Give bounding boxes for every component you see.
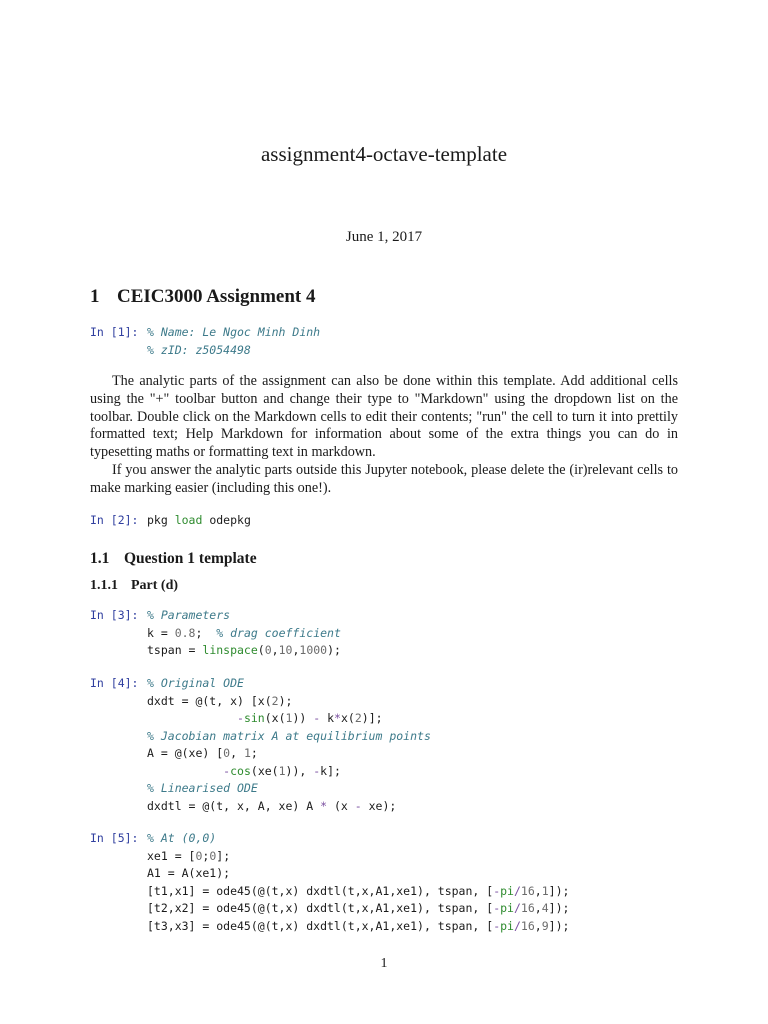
subsection-heading <box>90 550 257 568</box>
code-token-comment: % drag coefficient <box>216 625 341 640</box>
code-line <box>147 693 431 711</box>
cell-prompt: In [2]: <box>90 513 139 527</box>
code-token-op: - <box>493 918 501 933</box>
cell-code[interactable] <box>147 830 569 935</box>
code-token-num: 1000 <box>299 643 328 657</box>
code-token-num: 0 <box>209 848 217 863</box>
code-token-fn: pi <box>500 883 514 898</box>
code-token-num: 2 <box>354 711 362 725</box>
markdown-text <box>90 373 678 498</box>
code-token: dxdtl = @(t, x, A, xe) A <box>147 798 321 813</box>
code-token: , <box>534 883 542 898</box>
code-token-num: 9 <box>541 918 549 933</box>
code-token-op: - <box>313 763 321 778</box>
code-token-comment: % At (0,0) <box>147 831 217 845</box>
section-title: CEIC3000 Assignment 4 <box>117 286 316 307</box>
cell-code[interactable] <box>147 675 431 815</box>
code-token: ; <box>195 625 217 640</box>
code-line <box>147 883 569 901</box>
paragraph: If you answer the analytic parts outside this Jupyter notebook, please delete the (ir)relevant cells to make marking easier (including this one!). <box>90 461 678 496</box>
code-token: ; <box>202 848 210 863</box>
code-token-comment: % Name: Le Ngoc Minh Dinh <box>147 325 321 339</box>
code-line <box>147 342 320 360</box>
code-token: ; <box>250 746 258 760</box>
code-token-op: - <box>354 798 362 813</box>
cell-code[interactable] <box>147 512 251 530</box>
code-line <box>147 625 341 643</box>
code-token <box>147 711 237 725</box>
code-token: ]); <box>548 918 570 933</box>
code-token-op: / <box>513 901 521 915</box>
code-token-num: 1 <box>541 883 549 898</box>
code-token: )) <box>292 711 314 725</box>
subsubsection-title: Part (d) <box>131 578 179 593</box>
code-token: [t1,x1] = ode45(@(t,x) dxdtl(t,x,A1,xe1), tspan, [ <box>147 883 494 898</box>
code-token: , <box>534 901 542 915</box>
code-token: ); <box>278 693 293 708</box>
code-token: pkg <box>147 513 175 527</box>
code-token-op: / <box>513 883 521 898</box>
code-token: , <box>230 746 244 760</box>
code-token-num: 10 <box>278 643 293 657</box>
code-line <box>147 675 431 693</box>
cell-prompt: In [4]: <box>90 676 139 690</box>
code-token-op: - <box>313 711 321 725</box>
code-token-num: 16 <box>520 901 535 915</box>
code-token-fn: cos <box>230 763 251 778</box>
code-token: , <box>271 643 279 657</box>
code-token: odepkg <box>202 513 251 527</box>
code-token-kw: load <box>174 513 203 527</box>
code-line <box>147 512 251 530</box>
code-line <box>147 848 569 866</box>
code-token-num: 16 <box>520 918 535 933</box>
code-line <box>147 745 431 763</box>
code-token: [t3,x3] = ode45(@(t,x) dxdtl(t,x,A1,xe1), tspan, [ <box>147 918 494 933</box>
code-token-comment: % Original ODE <box>147 676 244 690</box>
code-token-num: 0 <box>264 643 272 657</box>
paragraph: The analytic parts of the assignment can also be done within this template. Add additional cells using the "+" toolbar button and change their type to "Markdown" using the dropdown list on the toolbar. Double click on the Markdown cells to edit their contents; "run" the cell to turn it into prettily formatted text; Help Markdown for information about some of the extra things you can do in typesetting maths or formatting text in markdown. <box>90 373 678 461</box>
subsection-title: Question 1 template <box>124 550 257 567</box>
code-token: A1 = A(xe1); <box>147 866 231 880</box>
code-line <box>147 607 341 625</box>
code-token-comment: % zID: z5054498 <box>147 342 251 357</box>
code-token-op: - <box>493 901 501 915</box>
page-number: 1 <box>380 956 388 971</box>
cell-prompt: In [1]: <box>90 325 139 339</box>
code-token-num: 4 <box>541 901 549 915</box>
code-line <box>147 918 569 936</box>
code-token-op: - <box>223 763 231 778</box>
code-token: , <box>534 918 542 933</box>
section-number: 1 <box>90 286 100 307</box>
code-token-num: 1 <box>278 763 286 778</box>
cell-code[interactable] <box>147 324 320 359</box>
code-token: ( <box>257 643 265 657</box>
code-line <box>147 900 569 918</box>
subsubsection-number: 1.1.1 <box>90 578 118 593</box>
code-token: [t2,x2] = ode45(@(t,x) dxdtl(t,x,A1,xe1), tspan, [ <box>147 901 494 915</box>
code-token-num: 0 <box>223 746 231 760</box>
code-token: (x <box>327 798 355 813</box>
code-token-fn: linspace <box>202 643 258 657</box>
code-token: ]); <box>548 901 570 915</box>
code-token-op: / <box>513 918 521 933</box>
code-token: tspan = <box>147 643 203 657</box>
document-date: June 1, 2017 <box>345 229 423 245</box>
code-token-num: 0 <box>195 848 203 863</box>
code-line <box>147 865 569 883</box>
code-line <box>147 780 431 798</box>
code-line <box>147 728 431 746</box>
code-token-comment: % Linearised ODE <box>147 781 258 795</box>
code-token-fn: sin <box>243 711 265 725</box>
code-token: ]; <box>216 848 231 863</box>
code-token: dxdt = @(t, x) [x( <box>147 693 272 708</box>
code-token-num: 1 <box>285 711 293 725</box>
code-token-comment: % Parameters <box>147 608 231 622</box>
code-token: xe); <box>361 798 397 813</box>
document-title: assignment4-octave-template <box>260 142 508 166</box>
code-line <box>147 798 431 816</box>
code-token-fn: pi <box>500 901 514 915</box>
code-token: A = @(xe) [ <box>147 746 224 760</box>
code-token-fn: pi <box>500 918 514 933</box>
code-token: xe1 = [ <box>147 848 196 863</box>
code-token-op: - <box>493 883 501 898</box>
code-token: x( <box>340 711 355 725</box>
code-line <box>147 642 341 660</box>
subsubsection-heading <box>90 578 178 594</box>
code-token-comment: % Jacobian matrix A at equilibrium points <box>147 728 431 743</box>
code-token: )), <box>285 763 314 778</box>
code-token: (xe( <box>250 763 279 778</box>
code-token-op: - <box>237 711 244 725</box>
code-line <box>147 710 431 728</box>
code-token <box>147 764 223 778</box>
code-token: ); <box>327 643 341 657</box>
code-token: k = <box>147 625 175 640</box>
cell-prompt: In [5]: <box>90 831 139 845</box>
code-token-op: * <box>334 711 341 725</box>
code-token-num: 16 <box>520 883 535 898</box>
code-token: )]; <box>361 711 383 725</box>
code-token: , <box>292 643 300 657</box>
code-line <box>147 763 431 781</box>
code-line <box>147 324 320 342</box>
code-line <box>147 830 569 848</box>
code-token: ]); <box>548 883 570 898</box>
cell-prompt: In [3]: <box>90 608 139 622</box>
code-token-num: 2 <box>271 693 279 708</box>
code-token: (x( <box>264 711 286 725</box>
code-token-num: 0.8 <box>174 625 196 640</box>
code-token: k]; <box>320 763 341 778</box>
code-token-op: * <box>320 798 328 813</box>
code-token: k <box>320 711 335 725</box>
subsection-number: 1.1 <box>90 550 110 567</box>
code-token-num: 1 <box>243 746 251 760</box>
cell-code[interactable] <box>147 607 341 660</box>
section-heading <box>90 286 315 308</box>
